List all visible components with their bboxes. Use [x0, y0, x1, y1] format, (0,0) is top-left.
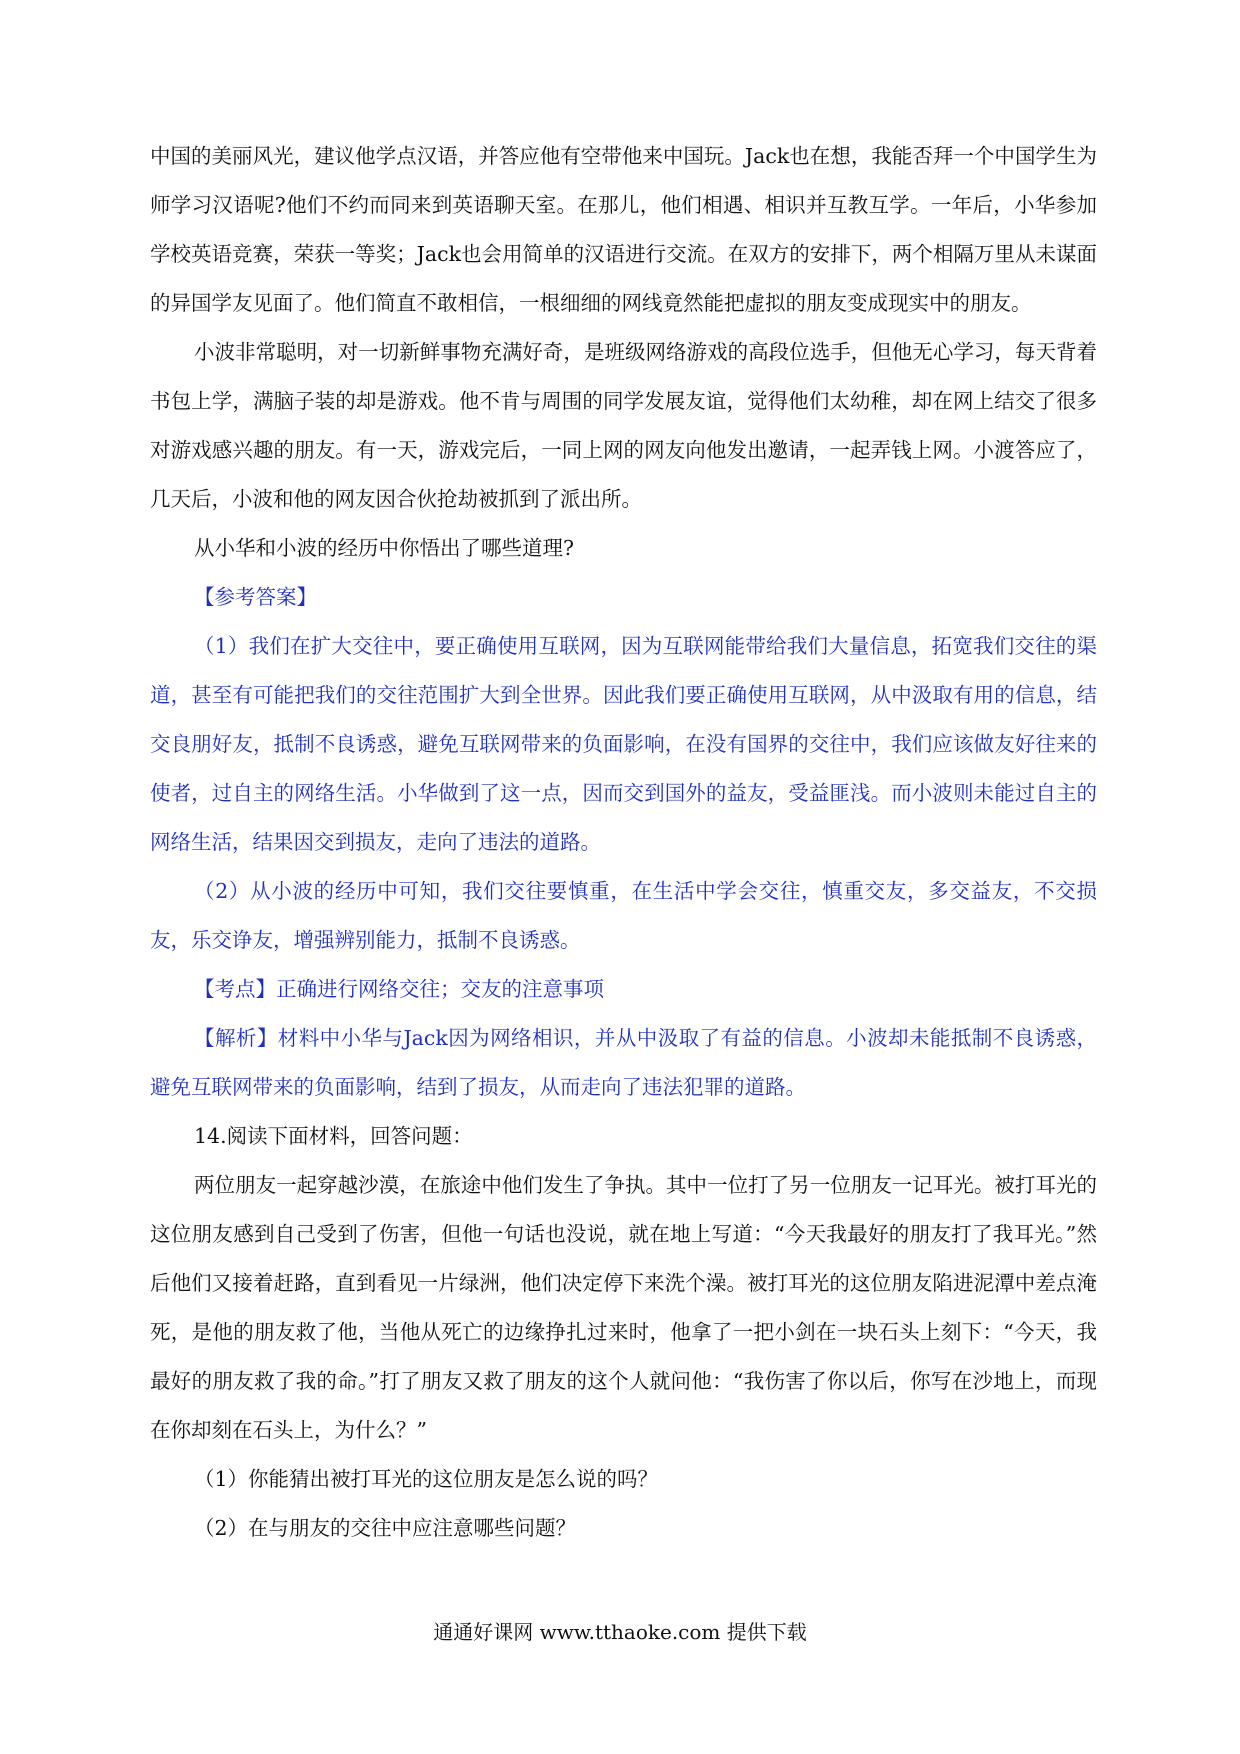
intro-paragraph: 中国的美丽风光，建议他学点汉语，并答应他有空带他来中国玩。Jack也在想，我能否拜一个中国学生为师学习汉语呢?他们不约而同来到英语聊天室。在那儿，他们相遇、相识并互教互学。一年后，小华参加学校英语竞赛，荣获一等奖；Jack也会用简单的汉语进行交流。在双方的安排下，两个相隔万里从未谋面的异国学友见面了。他们简直不敢相信，一根细细的网线竟然能把虚拟的朋友变成现实中的朋友。 — [150, 144, 1097, 315]
xiaobo-paragraph: 小波非常聪明，对一切新鲜事物充满好奇，是班级网络游戏的高段位选手，但他无心学习，每天背着书包上学，满脑子装的却是游戏。他不肯与周围的同学发展友谊，觉得他们太幼稚，却在网上结交了很多对游戏感兴趣的朋友。有一天，游戏完后，一同上网的网友向他发出邀请，一起弄钱上网。小渡答应了，几天后，小波和他的网友因合伙抢劫被抓到了派出所。 — [150, 340, 1097, 511]
question-14-sub-2: （2）在与朋友的交往中应注意哪些问题？ — [194, 1516, 577, 1540]
question-14-material: 两位朋友一起穿越沙漠，在旅途中他们发生了争执。其中一位打了另一位朋友一记耳光。被打耳光的这位朋友感到自己受到了伤害，但他一句话也没说，就在地上写道：“今天我最好的朋友打了我耳光。”然后他们又接着赶路，直到看见一片绿洲，他们决定停下来洗个澡。被打耳光的这位朋友陷进泥潭中差点淹死，是他的朋友救了他，当他从死亡的边缘挣扎过来时，他拿了一把小剑在一块石头上刻下：“今天，我最好的朋友救了我的命。”打了朋友又救了朋友的这个人就问他：“我伤害了你以后，你写在沙地上，而现在你却刻在石头上，为什么？” — [150, 1173, 1097, 1442]
answer-part-2: （2）从小波的经历中可知，我们交往要慎重，在生活中学会交往，慎重交友，多交益友，不交损友，乐交诤友，增强辨别能力，抵制不良诱惑。 — [150, 879, 1097, 952]
answer-heading: 【参考答案】 — [194, 585, 317, 609]
question-text: 从小华和小波的经历中你悟出了哪些道理? — [194, 536, 574, 560]
answer-part-1: （1）我们在扩大交往中，要正确使用互联网，因为互联网能带给我们大量信息，拓宽我们交往的渠道，甚至有可能把我们的交往范围扩大到全世界。因此我们要正确使用互联网，从中汲取有用的信息，结交良朋好友，抵制不良诱惑，避免互联网带来的负面影响，在没有国界的交往中，我们应该做友好往来的使者，过自主的网络生活。小华做到了这一点，因而交到国外的益友，受益匪浅。而小波则未能过自主的网络生活，结果因交到损友，走向了违法的道路。 — [150, 634, 1097, 854]
document-body — [150, 132, 1097, 1553]
page-footer: 通通好课网 www.tthaoke.com 提供下载 — [433, 1620, 807, 1644]
kaodian-text: 正确进行网络交往；交友的注意事项 — [276, 977, 604, 1001]
question-14-title: 14.阅读下面材料，回答问题： — [194, 1124, 473, 1148]
question-14-sub-1: （1）你能猜出被打耳光的这位朋友是怎么说的吗？ — [194, 1467, 659, 1491]
kaodian-label: 【考点】 — [194, 977, 276, 1001]
jiexi-text: 材料中小华与Jack因为网络相识，并从中汲取了有益的信息。小波却未能抵制不良诱惑，避免互联网带来的负面影响，结到了损友，从而走向了违法犯罪的道路。 — [150, 1026, 1098, 1099]
kaodian-line — [150, 965, 1097, 1014]
jiexi-line — [150, 1014, 1097, 1112]
jiexi-label: 【解析】 — [194, 1026, 278, 1050]
